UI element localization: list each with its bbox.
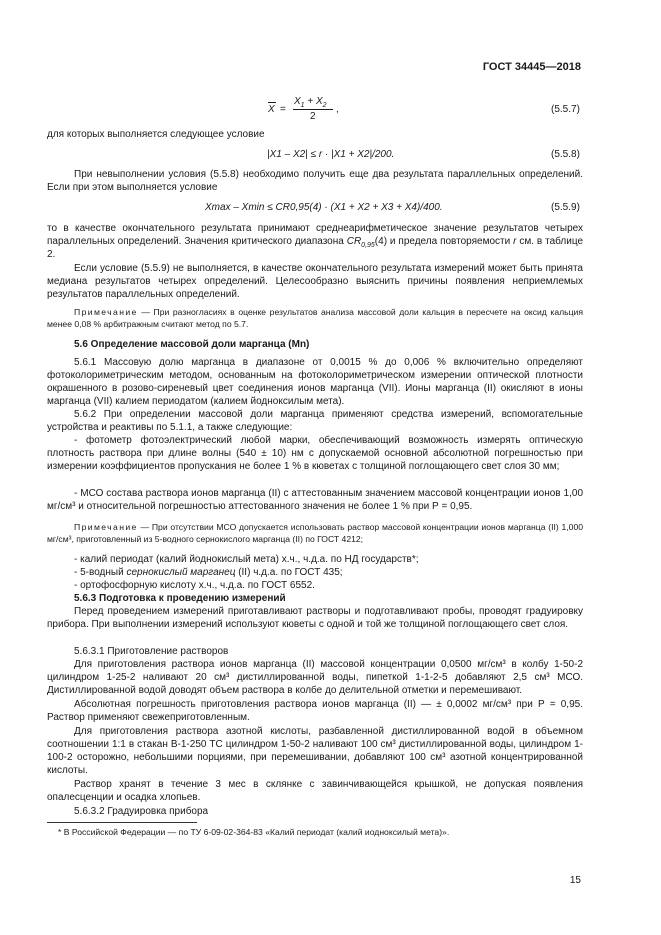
formula-comma: , [336, 104, 339, 115]
paragraph: Раствор хранят в течение 3 мес в склянке с завинчивающейся крышкой, не допуская появления опалесценции и осадка хлопьев. [47, 779, 583, 803]
formula-number: (5.5.8) [551, 149, 580, 160]
list-item: - МСО состава раствора ионов марганца (II) с аттестованным значением массовой концентрации ионов 1,00 мг/см³ и относительной погрешностью аттестованного значения не более 1 % при Р = 0,95. [47, 488, 583, 512]
document-header: ГОСТ 34445—2018 [482, 61, 581, 73]
formula-number: (5.5.9) [551, 202, 580, 213]
paragraph: Абсолютная погрешность приготовления раствора ионов марганца (II) — ± 0,0002 мг/см³ при Р = 0,95. Раствор применяют свежеприготовленным. [47, 699, 583, 723]
formula-5-5-8: |X1 – X2| ≤ r · |X1 + X2|/200. [267, 149, 395, 160]
section-heading: 5.6.3 Подготовка к проведению измерений [74, 593, 286, 604]
footnote: * В Российской Федерации — по ТУ 6-09-02-364-83 «Калий периодат (калий иодноксилый мета)». [58, 827, 450, 837]
paragraph: 5.6.2 При определении массовой доли марганца применяют средства измерений, вспомогательные устройства и реактивы по 5.1.1, а также следующие: [47, 409, 583, 433]
note: Примечание — При разногласиях в оценке результатов анализа массовой доли кальция в пересчете на оксид кальция менее 0,08 % арбитражным считают метод по 5.7. [47, 307, 583, 329]
page-number: 15 [569, 875, 581, 886]
paragraph: Перед проведением измерений приготавливают растворы и подготавливают пробы, проводят градуировку прибора. При выполнении измерений используют кюветы с одной и той же толщиной поглощающего свет слоя. [47, 606, 583, 630]
paragraph: то в качестве окончательного результата принимают среднеарифметическое значение результатов четырех параллельных определений. Значения критического диапазона $CR_{0,95}(4)$ и предела повторяемости r см. в таблице 2. [47, 223, 584, 260]
paragraph: 5.6.3.2 Градуировка прибора [74, 806, 209, 817]
paragraph: 5.6.1 Массовую долю марганца в диапазоне от 0,0015 % до 0,006 % включительно определяют фотоколориметрическим методом, основанным на фотоколориметрическом измерении оптической плотности окрашенного в розово-сиреневый цвет соединения ионов марганца (VII). Ионы марганца (II) окисляют в ионы марганца (VII) калием периодатом (калием йодноксилым мета). [47, 357, 583, 407]
footnote-divider [47, 822, 197, 823]
paragraph: Для приготовления раствора ионов марганца (II) массовой концентрации 0,0500 мг/см³ в колбу 1-50-2 цилиндром 1-25-2 наливают 20 см³ дистиллированной воды, пипеткой 1-1-2-5 добавляют 2,5 см³ МСО. Дистиллированной водой доводят объем раствора в колбе до делительной отметки и перемешивают. [47, 659, 583, 696]
note: Примечание — При отсутствии МСО допускается использовать раствор массовой концентрации ионов марганца (II) 1,000 мг/см³, приготовленный из 5-водного сернокислого марганца (II) по ГОСТ 4212; [47, 522, 583, 544]
formula-numerator: $X_1 + X_2$ [294, 96, 327, 109]
paragraph: 5.6.3.1 Приготовление растворов [74, 646, 229, 657]
paragraph: Для приготовления раствора азотной кислоты, разбавленной дистиллированной водой в объемном соотношении 1:1 в стакан В-1-250 ТС цилиндром 1-50-2 наливают 100 см³ дистиллированной воды, цилиндром 1-100-2 осторожно, небольшими порциями, при перемешивании, добавляют 100 см³ азотной концентрированной кислоты. [47, 726, 583, 776]
formula-denominator: 2 [310, 111, 316, 122]
section-heading: 5.6 Определение массовой доли марганца (Mn) [74, 339, 310, 350]
list-item: - ортофосфорную кислоту х.ч., ч.д.а. по ГОСТ 6552. [74, 580, 315, 591]
list-item: - 5-водный сернокислый марганец (II) ч.д.а. по ГОСТ 435; [74, 567, 343, 578]
formula-equals: = [280, 104, 286, 115]
formula-number: (5.5.7) [551, 104, 580, 115]
formula-5-5-9: Xmax – Xmin ≤ CR0,95(4) · (X1 + X2 + X3 + X4)/400. [205, 202, 443, 213]
paragraph: для которых выполняется следующее условие [47, 129, 265, 140]
formula-lhs: X [268, 104, 275, 115]
list-item: - калий периодат (калий йоднокислый мета) х.ч., ч.д.а. по НД государств*; [74, 554, 419, 565]
paragraph: При невыполнении условия (5.5.8) необходимо получить еще два результата параллельных определений. Если при этом выполняется условие [47, 169, 583, 193]
paragraph: Если условие (5.5.9) не выполняется, в качестве окончательного результата измерений может быть принята медиана результатов четырех определений. Целесообразно выяснить причины появления неприемлемых результатов параллельных определений. [47, 263, 583, 300]
overline [268, 102, 276, 103]
list-item: - фотометр фотоэлектрический любой марки, обеспечивающий возможность измерять оптическую плотность раствора при длине волны (540 ± 10) нм с допускаемой основной абсолютной погрешностью при измерении коэффициентов пропускания не более 1 % в кюветах с толщиной поглощающего свет слоя 30 мм; [47, 435, 583, 472]
fraction-bar [293, 109, 333, 110]
